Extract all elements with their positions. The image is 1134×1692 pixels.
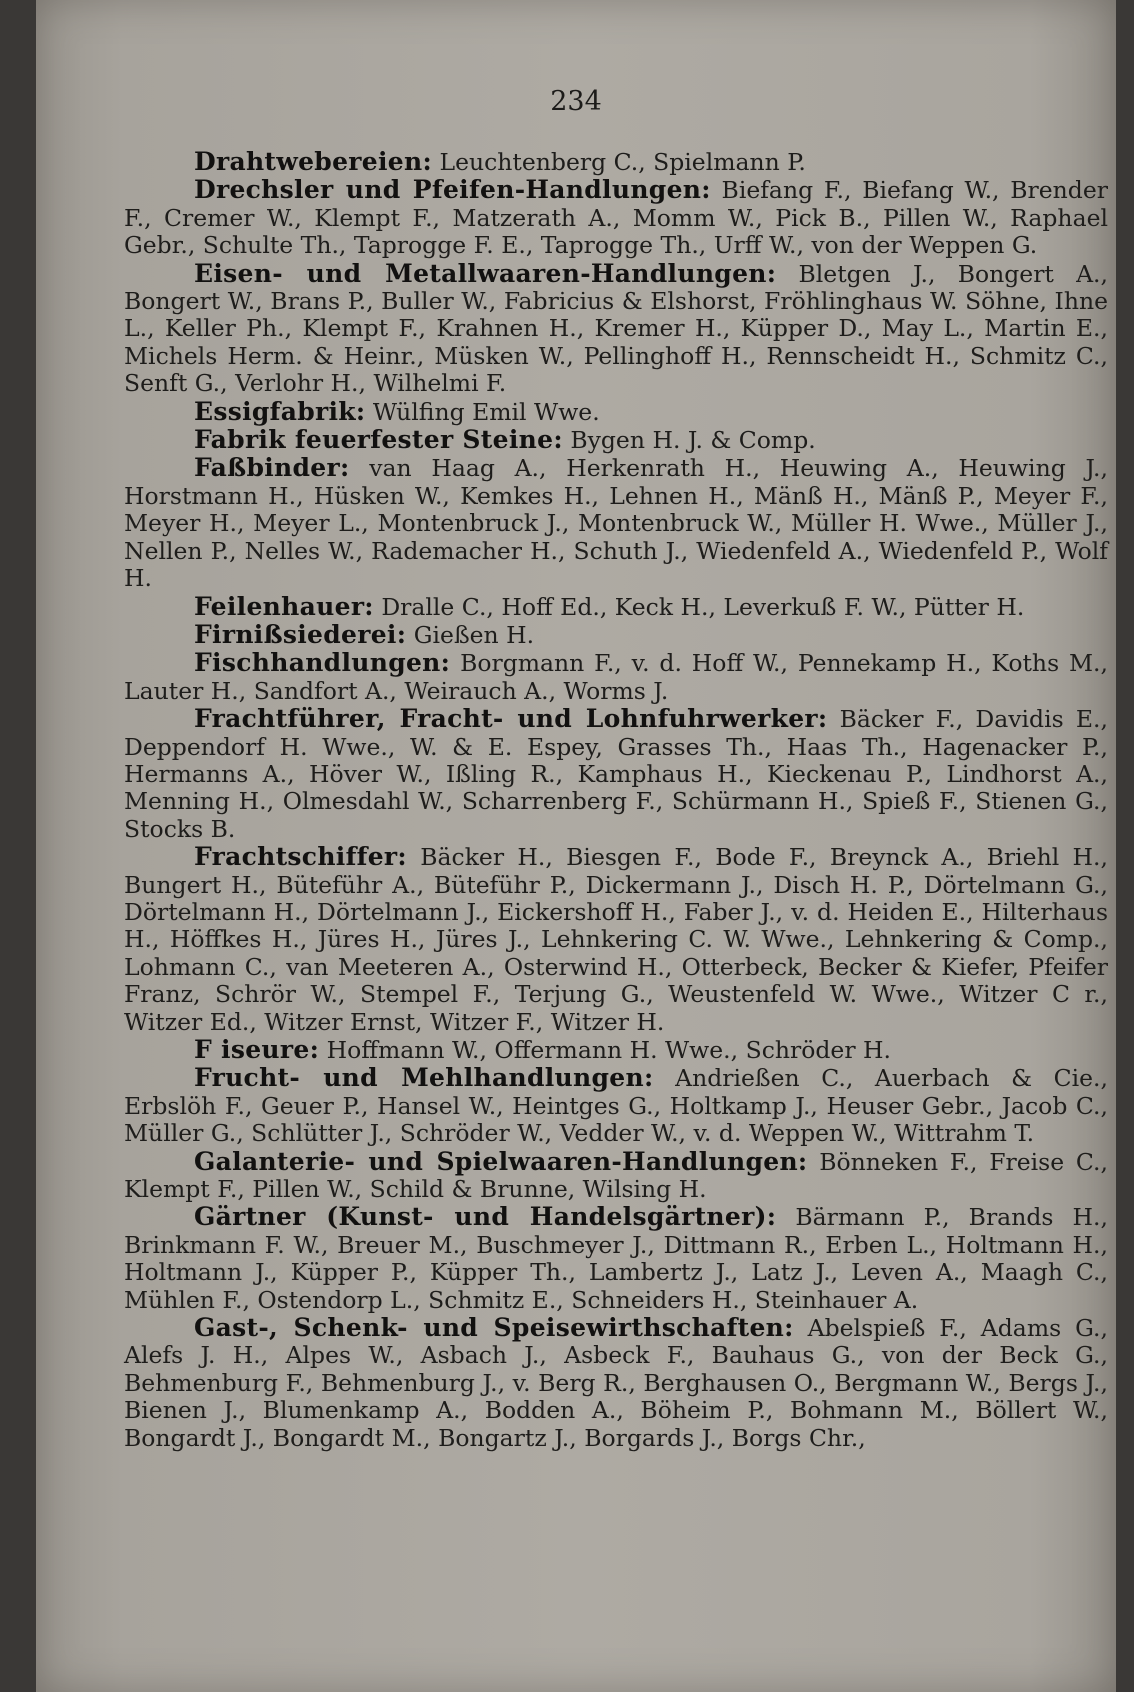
entry-heading: Drechsler und Pfeifen-Handlungen: (194, 175, 711, 205)
entry-heading: Eisen- und Metallwaaren-Handlungen: (194, 258, 777, 288)
entry-heading: Faßbinder: (194, 453, 350, 483)
entry-heading: Essigfabrik: (194, 396, 366, 426)
entry-fischhandlungen (124, 649, 1108, 705)
entry-heading: Frachtführer, Fracht- und Lohnfuhrwerker: (194, 704, 828, 734)
directory-entries (124, 148, 1108, 1452)
entry-fassbinder (124, 454, 1108, 592)
entry-heading: Galanterie- und Spielwaaren-Handlungen: (194, 1146, 808, 1176)
entry-names: Gießen H. (413, 620, 535, 649)
document-page (36, 0, 1116, 1692)
entry-names: van Haag A., Herkenrath H., Heuwing A., Heuwing J., Horstmann H., Hüsken W., Kemkes H., Lehnen H., Mänß H., Mänß P., Meyer F., Meyer H., Meyer L., Montenbruck J., Montenbruck W., Müller H. Wwe., Müller J., Nellen P., Nelles W., Rademacher H., Schuth J., Wiedenfeld A., Wiedenfeld P., Wolf H. (124, 454, 1108, 593)
entry-names: Hoffmann W., Offermann H. Wwe., Schröder H. (326, 1036, 891, 1064)
entry-frucht-mehlhandlungen (124, 1064, 1108, 1147)
entry-frachtschiffer (124, 843, 1108, 1036)
entry-names: Bönneken F., Freise C., Klempt F., Pillen W., Schild & Brunne, Wilsing H. (124, 1147, 1108, 1204)
entry-gastwirthschaften (124, 1314, 1108, 1452)
page-number: 234 (550, 86, 602, 117)
entry-essigfabrik (124, 398, 1108, 426)
entry-galanterie-spielwaaren (124, 1148, 1108, 1204)
entry-feilenhauer (124, 593, 1108, 621)
entry-eisen-metallwaaren (124, 260, 1108, 398)
entry-gaertner (124, 1203, 1108, 1314)
entry-names: Bletgen J., Bongert A., Bongert W., Brans P., Buller W., Fabricius & Elshorst, Fröhlinghaus W. Söhne, Ihne L., Keller Ph., Klempt F., Krahnen H., Kremer H., Küpper D., May L., Martin E., Michels Herm. & Heinr., Müsken W., Pellinghoff H., Rennscheidt H., Schmitz C., Senft G., Verlohr H., Wilhelmi F. (124, 259, 1108, 398)
entry-heading: Gast-, Schenk- und Speisewirthschaften: (194, 1313, 794, 1343)
entry-heading: Fischhandlungen: (194, 648, 451, 678)
entry-names: Andrießen C., Auerbach & Cie., Erbslöh F., Geuer P., Hansel W., Heintges G., Holtkamp J., Heuser Gebr., Jacob C., Müller G., Schlütter J., Schröder W., Vedder W., v. d. Weppen W., Wittrahm T. (124, 1064, 1108, 1148)
entry-heading: Fabrik feuerfester Steine: (194, 425, 563, 455)
entry-drechsler (124, 176, 1108, 259)
entry-heading: Frachtschiffer: (194, 842, 407, 872)
entry-names: Bäcker H., Biesgen F., Bode F., Breynck A., Briehl H., Bungert H., Büteführ A., Büteführ P., Dickermann J., Disch H. P., Dörtelmann G., Dörtelmann H., Dörtelmann J., Eickershoff H., Faber J., v. d. Heiden E., Hilterhaus H., Höffkes H., Jüres H., Jüres J., Lehnkering C. W. Wwe., Lehnkering & Comp., Lohmann C., van Meeteren A., Osterwind H., Otterbeck, Becker & Kiefer, Pfeifer Franz, Schrör W., Stempel F., Terjung G., Weustenfeld W. Wwe., Witzer C r., Witzer Ed., Witzer Ernst, Witzer F., Witzer H. (124, 843, 1108, 1036)
entry-heading: Drahtwebereien: (194, 147, 432, 176)
entry-drahtwebereien (124, 148, 1108, 176)
entry-names: Biefang F., Biefang W., Brender F., Cremer W., Klempt F., Matzerath A., Momm W., Pick B., Pillen W., Raphael Gebr., Schulte Th., Taprogge F. E., Taprogge Th., Urff W., von der Weppen G. (124, 176, 1108, 260)
entry-fabrik-feuerfester-steine (124, 426, 1108, 454)
entry-heading: Firnißsiederei: (194, 619, 407, 649)
entry-heading: F iseure: (194, 1035, 320, 1064)
entry-frachtfuehrer (124, 705, 1108, 843)
entry-names: Abelspieß F., Adams G., Alefs J. H., Alpes W., Asbach J., Asbeck F., Bauhaus G., von der Beck G., Behmenburg F., Behmenburg J., v. Berg R., Berghausen O., Bergmann W., Bergs J., Bienen J., Blumenkamp A., Bodden A., Böheim P., Bohmann M., Böllert W., Bongardt J., Bongardt M., Bongartz J., Borgards J., Borgs Chr., (124, 1314, 1108, 1452)
entry-names: Bygen H. J. & Comp. (570, 426, 816, 455)
entry-heading: Gärtner (Kunst- und Handelsgärtner): (194, 1202, 777, 1232)
entry-firnisssiederei (124, 621, 1108, 649)
entry-names: Borgmann F., v. d. Hoff W., Pennekamp H., Koths M., Lauter H., Sandfort A., Weirauch A., Worms J. (124, 649, 1108, 705)
entry-friseure (124, 1036, 1108, 1064)
entry-heading: Feilenhauer: (194, 591, 374, 621)
entry-names: Leuchtenberg C., Spielmann P. (439, 148, 806, 176)
entry-heading: Frucht- und Mehlhandlungen: (194, 1063, 654, 1093)
entry-names: Bärmann P., Brands H., Brinkmann F. W., Breuer M., Buschmeyer J., Dittmann R., Erben L., Holtmann H., Holtmann J., Küpper P., Küpper Th., Lambertz J., Latz J., Leven A., Maagh C., Mühlen F., Ostendorp L., Schmitz E., Schneiders H., Steinhauer A. (124, 1203, 1108, 1314)
entry-names: Wülfing Emil Wwe. (372, 397, 600, 426)
entry-names: Dralle C., Hoff Ed., Keck H., Leverkuß F. W., Pütter H. (381, 592, 1025, 621)
entry-names: Bäcker F., Davidis E., Deppendorf H. Wwe., W. & E. Espey, Grasses Th., Haas Th., Hagenacker P., Hermanns A., Höver W., Ißling R., Kamphaus H., Kieckenau P., Lindhorst A., Menning H., Olmesdahl W., Scharrenberg F., Schürmann H., Spieß F., Stienen G., Stocks B. (124, 705, 1108, 843)
